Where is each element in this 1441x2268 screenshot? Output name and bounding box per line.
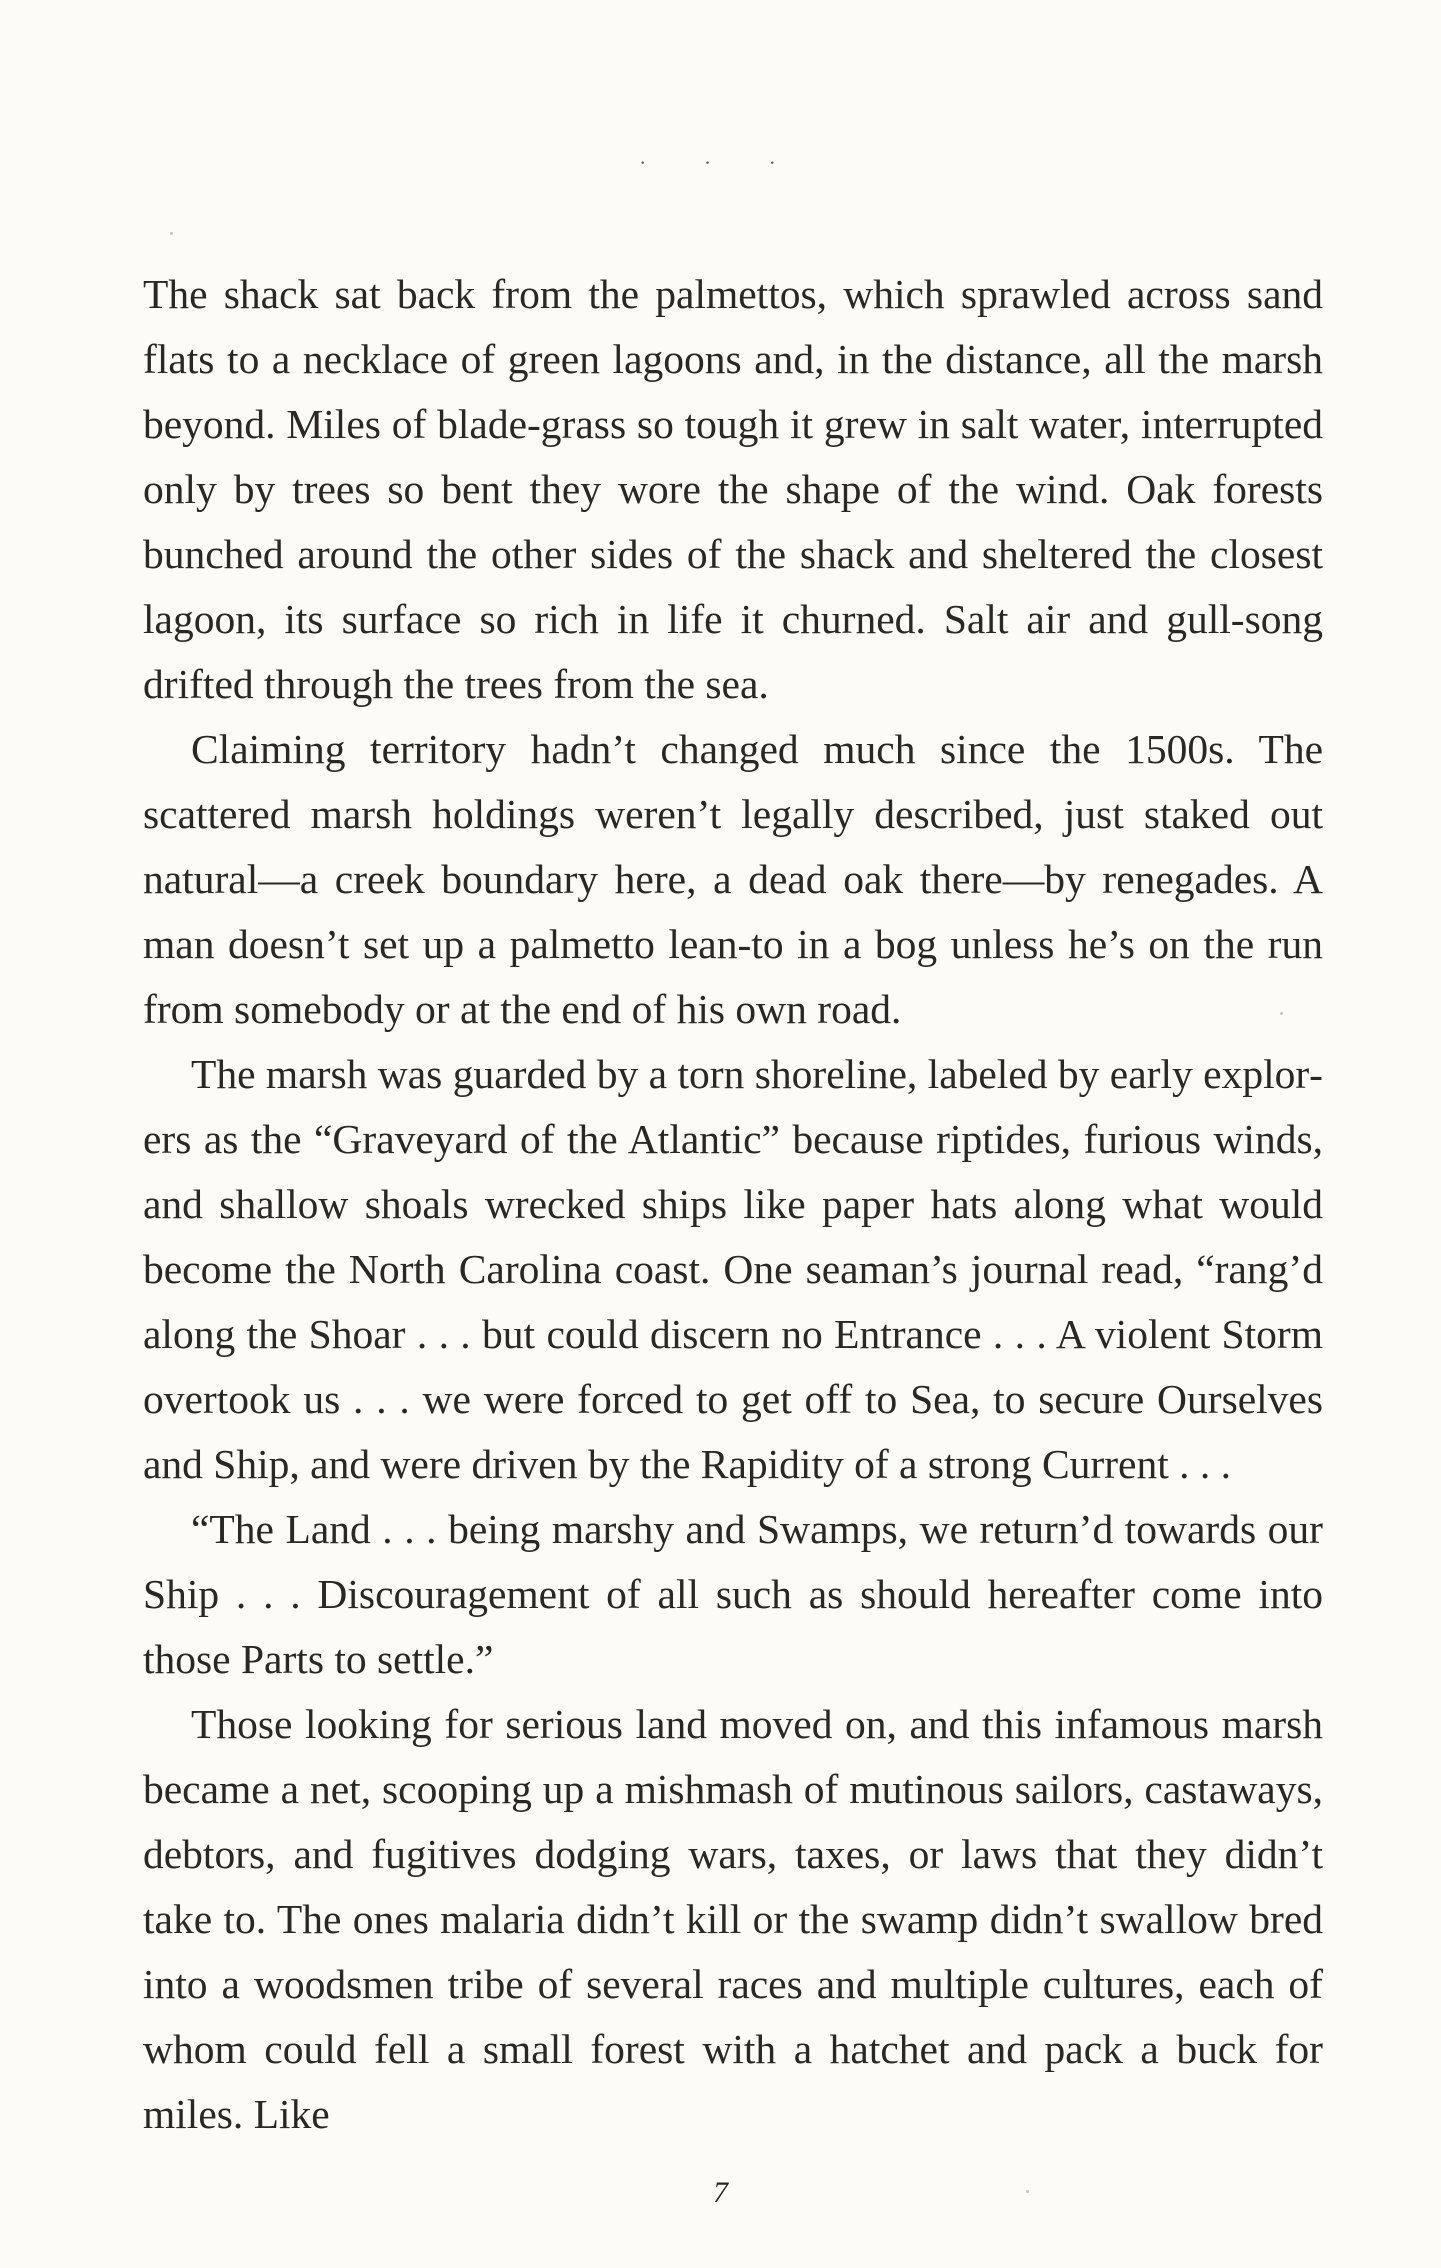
paragraph-1: The shack sat back from the palmettos, which sprawled across sand flats to a necklace of green lagoons and, in the distance, all the marsh beyond. Miles of blade-grass so tough it grew in salt water, interrupted only by trees so bent they wore the shape of the wind. Oak forests bunched around the other sides of the shack and sheltered the closest lagoon, its surface so rich in life it churned. Salt air and gull-song drifted through the trees from the sea. (143, 271, 1323, 707)
paper-speck (1280, 1012, 1283, 1015)
paragraph-3: The marsh was guarded by a torn shoreline, labeled by early explorers as the “Graveyard of the Atlantic” because riptides, furious winds, and shallow shoals wrecked ships like paper hats along what would become the North Carolina coast. One seaman’s journal read, “rang’d along the Shoar . . . but could discern no Entrance . . . A violent Storm overtook us . . . we were forced to get off to Sea, to secure Ourselves and Ship, and were driven by the Rapidity of a strong Current . . . (143, 1051, 1323, 1487)
section-break-ornament: · · · (639, 150, 802, 175)
paragraph-4: “The Land . . . being marshy and Swamps, we return’d towards our Ship . . . Discouragement of all such as should hereafter come into those Parts to settle.” (143, 1506, 1323, 1682)
page-number: 7 (713, 2176, 728, 2209)
paragraph-5: Those looking for serious land moved on, and this infamous marsh became a net, scooping up a mishmash of mutinous sailors, castaways, debtors, and fugitives dodging wars, taxes, or laws that they didn’t take to. The ones malaria didn’t kill or the swamp didn’t swallow bred into a woodsmen tribe of several races and multiple cultures, each of whom could fell a small forest with a hatchet and pack a buck for miles. Like (143, 1701, 1323, 2137)
paper-speck (170, 232, 173, 235)
body-text (143, 262, 1323, 2147)
paper-speck (1026, 2190, 1029, 2193)
paragraph-2: Claiming territory hadn’t changed much since the 1500s. The scattered marsh holdings weren’t legally described, just staked out natural—a creek boundary here, a dead oak there—by renegades. A man doesn’t set up a palmetto lean-to in a bog unless he’s on the run from somebody or at the end of his own road. (143, 726, 1323, 1032)
